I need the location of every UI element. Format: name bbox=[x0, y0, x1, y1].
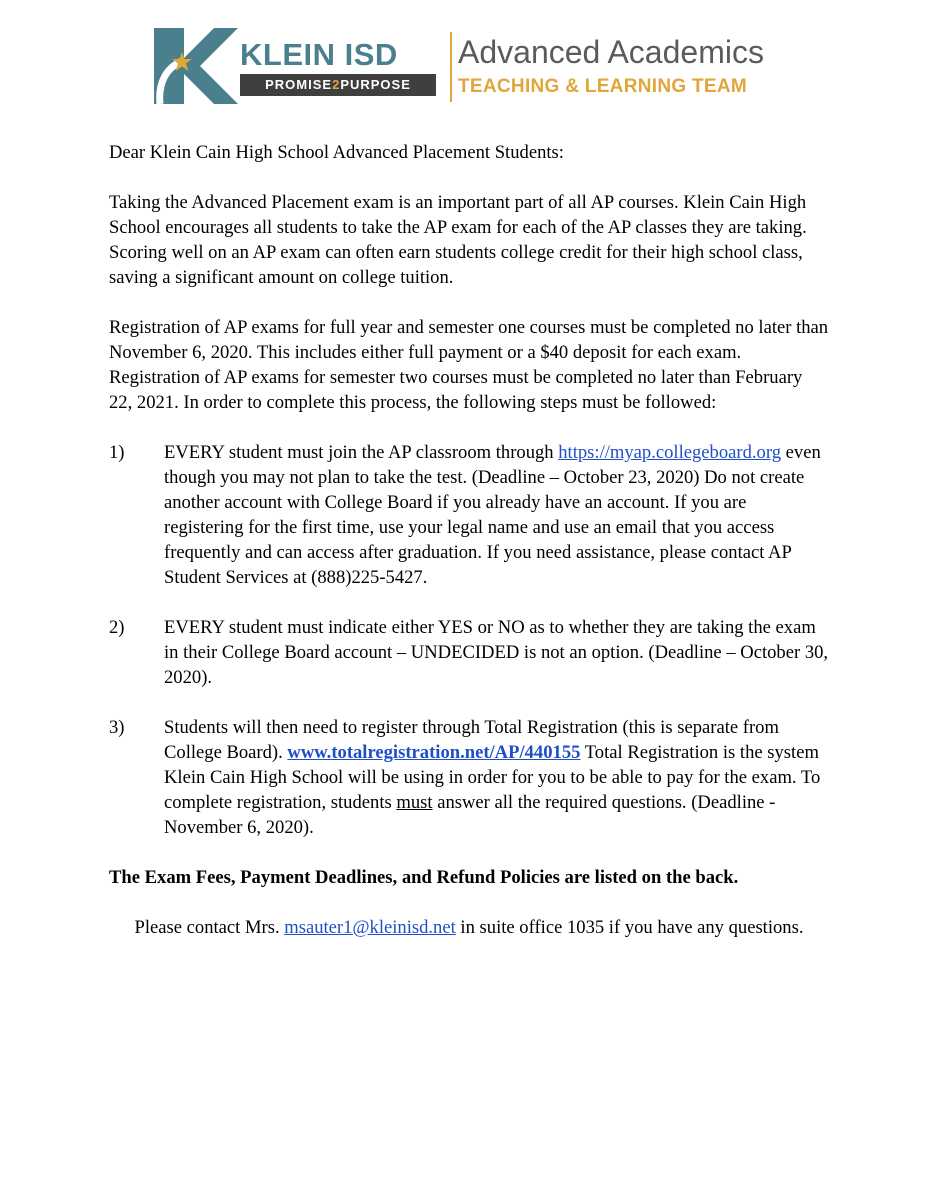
steps-list bbox=[109, 440, 829, 840]
letterhead bbox=[152, 28, 782, 108]
contact-text: in suite office 1035 if you have any questions. bbox=[455, 917, 804, 938]
contact-line bbox=[109, 915, 829, 940]
department-title: Advanced Academics bbox=[458, 34, 764, 70]
promise2purpose-band bbox=[240, 74, 436, 96]
band-text-pre: PROMISE bbox=[265, 77, 333, 92]
contact-email-link[interactable]: msauter1@kleinisd.net bbox=[284, 917, 456, 938]
step-text: Total Registration is the system Klein Cain High School will be using in order for you to be able to pay for the exam. To complete registration, students bbox=[164, 742, 821, 813]
klein-isd-wordmark: KLEIN ISD bbox=[240, 37, 398, 72]
registration-paragraph: Registration of AP exams for full year and semester one courses must be completed no later than November 6, 2020. This includes either full payment or a $40 deposit for each exam. Registration of AP exams for semester two courses must be completed no later than February 22, 2021. In order to complete this process, the following steps must be followed: bbox=[109, 317, 829, 413]
fees-note: The Exam Fees, Payment Deadlines, and Refund Policies are listed on the back. bbox=[109, 867, 739, 888]
letter-body bbox=[109, 140, 829, 940]
list-item bbox=[109, 440, 829, 590]
step-text: EVERY student must indicate either YES or NO as to whether they are taking the exam in their College Board account – UNDECIDED is not an option. (Deadline – October 30, 2020). bbox=[164, 617, 829, 688]
emphasis-must: must bbox=[396, 792, 433, 813]
band-text-number: 2 bbox=[332, 77, 341, 92]
band-text-post: PURPOSE bbox=[340, 77, 411, 92]
list-item bbox=[109, 715, 829, 840]
step-text: EVERY student must join the AP classroom through bbox=[164, 442, 559, 463]
step-number: 3) bbox=[109, 717, 125, 738]
step-text: even though you may not plan to take the test. (Deadline – October 23, 2020) Do not create another account with College Board if you already have an account. If you are registering for the first time, use your legal name and use an email that you access frequently and can access after graduation. If you need assistance, please contact AP Student Services at (888)225-5427. bbox=[164, 442, 821, 588]
salutation: Dear Klein Cain High School Advanced Placement Students: bbox=[109, 142, 564, 163]
step-number: 1) bbox=[109, 442, 125, 463]
department-subtitle: TEACHING & LEARNING TEAM bbox=[458, 76, 748, 97]
step-number: 2) bbox=[109, 617, 125, 638]
header-divider bbox=[450, 32, 452, 102]
step-text: Students will then need to register through Total Registration (this is separate from College Board). bbox=[164, 717, 779, 763]
total-registration-link[interactable]: www.totalregistration.net/AP/440155 bbox=[287, 742, 581, 763]
list-item bbox=[109, 615, 829, 690]
contact-text: Please contact Mrs. bbox=[134, 917, 285, 938]
klein-k-logo-icon bbox=[152, 28, 238, 104]
step-text: answer all the required questions. (Deadline - November 6, 2020). bbox=[164, 792, 776, 838]
intro-paragraph: Taking the Advanced Placement exam is an important part of all AP courses. Klein Cain High School encourages all students to take the AP exam for each of the AP classes they are taking. Scoring well on an AP exam can often earn students college credit for their high school class, saving a significant amount on college tuition. bbox=[109, 192, 807, 288]
collegeboard-link[interactable]: https://myap.collegeboard.org bbox=[558, 442, 781, 463]
